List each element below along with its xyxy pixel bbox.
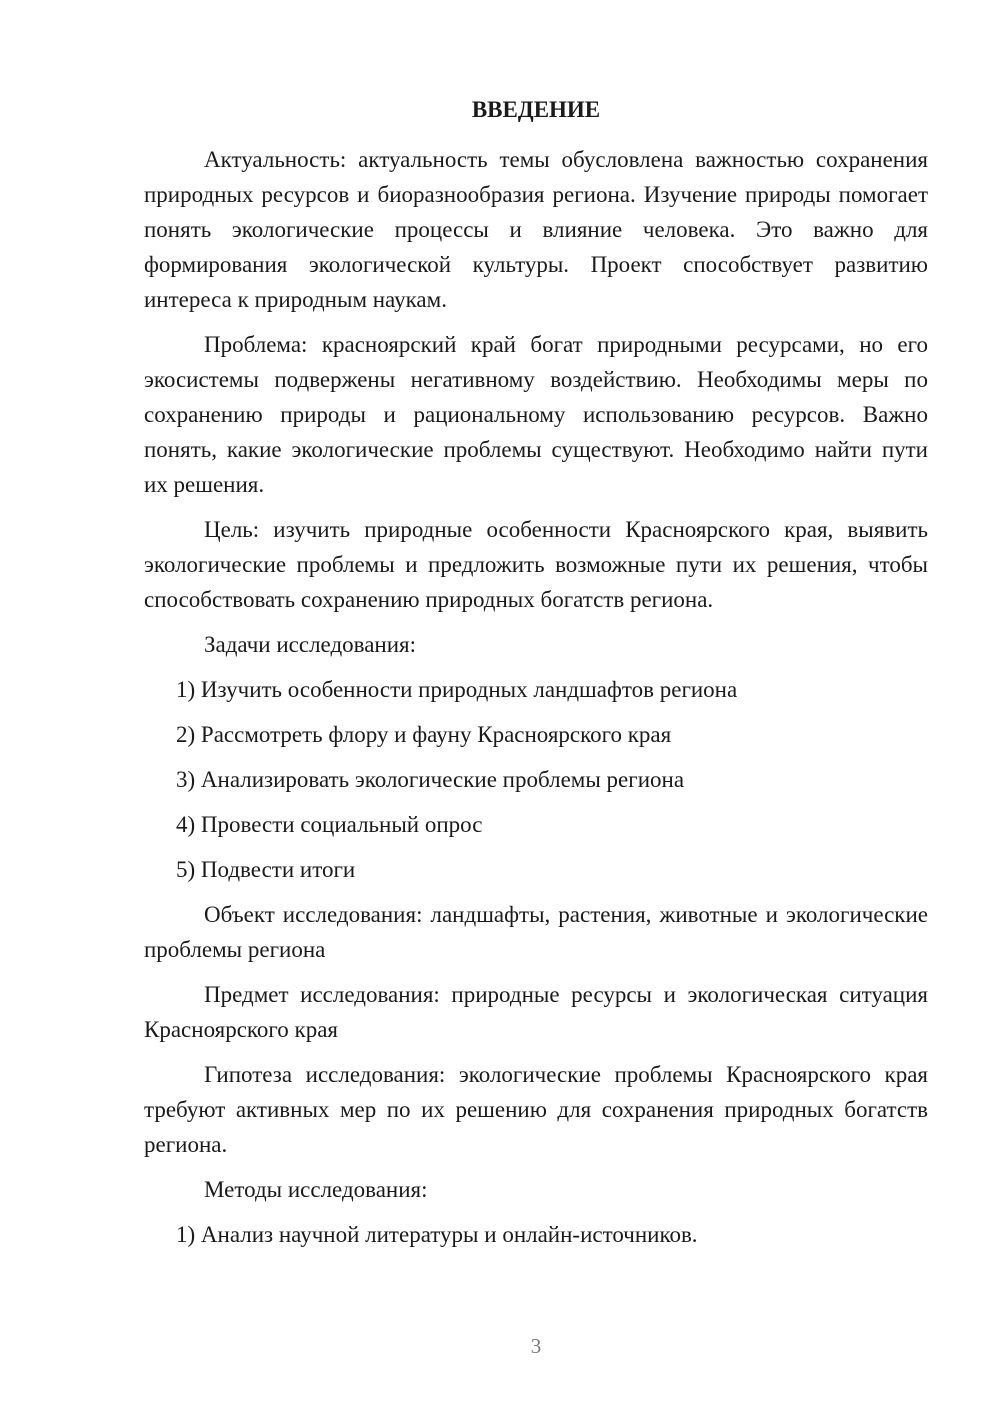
task-item: 1) Изучить особенности природных ландшафтов региона bbox=[176, 677, 738, 702]
tasks-heading: Задачи исследования: bbox=[204, 632, 417, 657]
problem-paragraph: Проблема: красноярский край богат природными ресурсами, но его экосистемы подвержены негативному воздействию. Необходимы меры по сохранению природы и рациональному использованию ресурсов. Важно понять, какие экологические проблемы существуют. Необходимо найти пути их решения. bbox=[144, 332, 928, 497]
methods-heading: Методы исследования: bbox=[204, 1177, 428, 1202]
page-number: 3 bbox=[530, 1334, 542, 1358]
task-item: 4) Провести социальный опрос bbox=[176, 812, 483, 837]
method-item: 1) Анализ научной литературы и онлайн-источников. bbox=[176, 1222, 698, 1247]
page-title: ВВЕДЕНИЕ bbox=[471, 97, 601, 122]
task-item: 5) Подвести итоги bbox=[176, 857, 356, 882]
subject-paragraph: Предмет исследования: природные ресурсы и экологическая ситуация Красноярского края bbox=[144, 982, 928, 1042]
hypothesis-paragraph: Гипотеза исследования: экологические проблемы Красноярского края требуют активных мер по их решению для сохранения природных богатств региона. bbox=[144, 1062, 928, 1157]
task-item: 2) Рассмотреть флору и фауну Красноярского края bbox=[176, 722, 672, 747]
task-item: 3) Анализировать экологические проблемы региона bbox=[176, 767, 685, 792]
object-paragraph: Объект исследования: ландшафты, растения, животные и экологические проблемы региона bbox=[144, 902, 928, 962]
document-page bbox=[144, 92, 928, 1262]
goal-paragraph: Цель: изучить природные особенности Красноярского края, выявить экологические проблемы и предложить возможные пути их решения, чтобы способствовать сохранению природных богатств региона. bbox=[144, 517, 928, 612]
relevance-paragraph: Актуальность: актуальность темы обусловлена важностью сохранения природных ресурсов и биоразнообразия региона. Изучение природы помогает понять экологические процессы и влияние человека. Это важно для формирования экологической культуры. Проект способствует развитию интереса к природным наукам. bbox=[144, 147, 928, 312]
